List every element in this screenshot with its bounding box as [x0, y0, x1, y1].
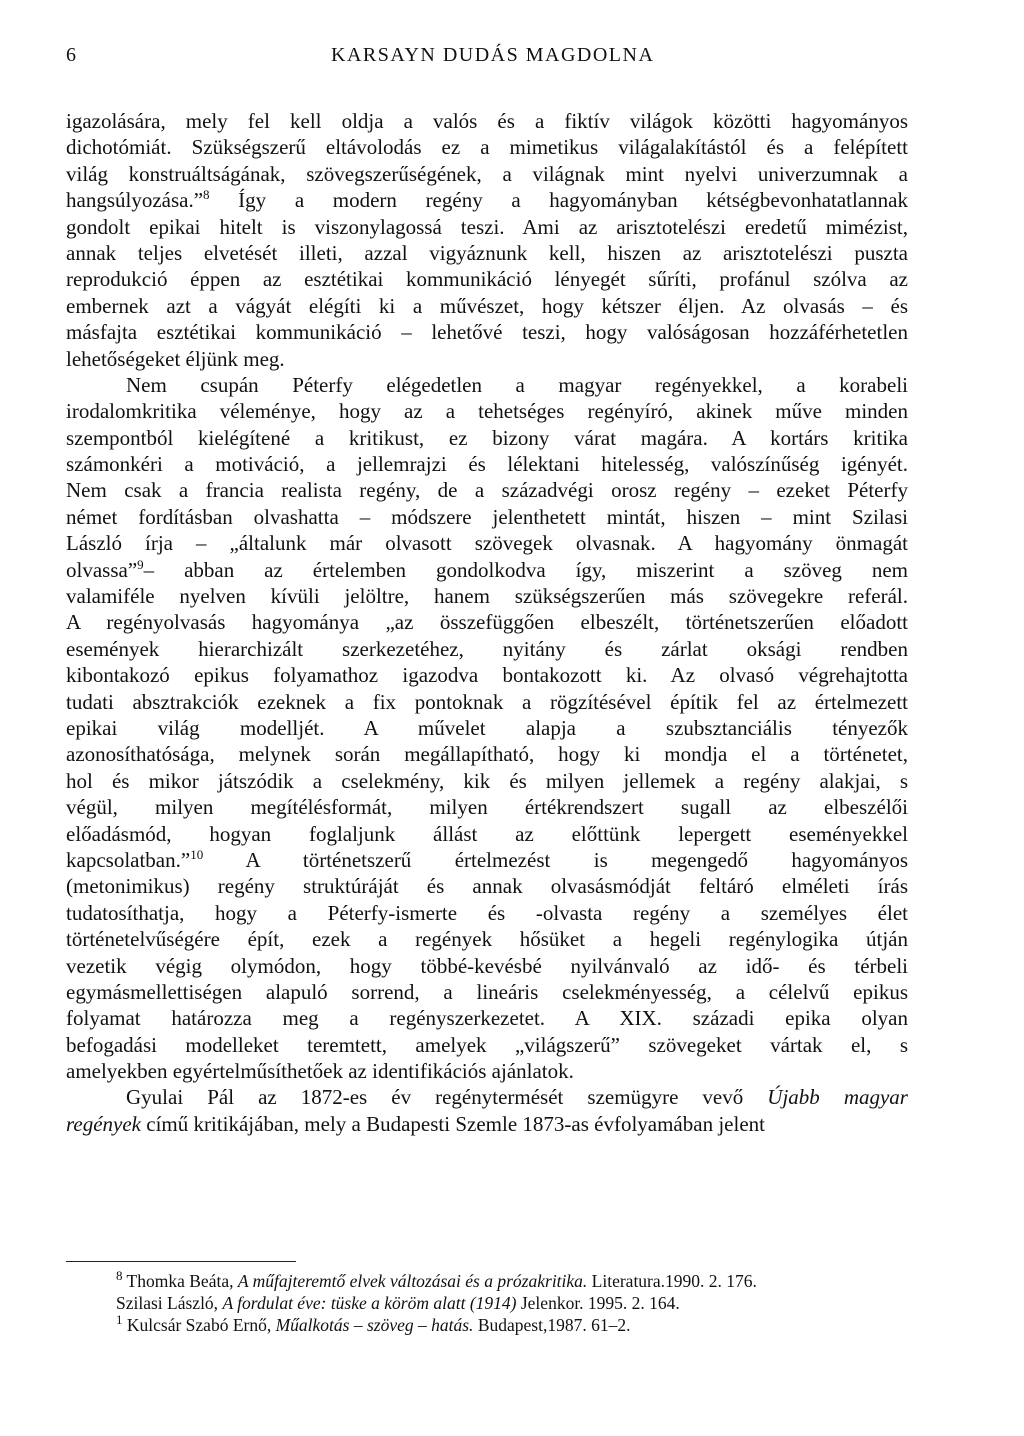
text-line	[66, 979, 908, 1005]
text-run: Gyulai Pál az 1872-es év regénytermését szemügyre vevő	[126, 1085, 768, 1110]
text-run: egymásmellettiségen alapuló sorrend, a lineáris cselekményesség, a célelvű epikus	[66, 979, 908, 1004]
text-line	[66, 900, 908, 926]
text-run: másfajta esztétikai kommunikáció – lehetővé teszi, hogy valóságosan hozzáférhetetlen	[66, 320, 908, 345]
text-line	[66, 372, 908, 398]
text-run: hol és mikor játszódik a cselekmény, kik és milyen jellemek a regény alakjai, s	[66, 768, 908, 793]
text-line	[66, 1005, 908, 1031]
text-line	[66, 926, 908, 952]
text-run: előadásmód, hogyan foglaljunk állást az előttünk lepergett eseményekkel	[66, 821, 908, 846]
text-run: azonosíthatósága, melynek során megállapítható, hogy ki mondja el a történetet,	[66, 742, 908, 767]
text-line	[66, 161, 908, 187]
text-run: Budapest,1987. 61–2.	[473, 1315, 631, 1335]
text-line	[66, 609, 908, 635]
text-run: gondolt epikai hitelt is viszonylagossá teszi. Ami az arisztotelészi eredetű mimézist,	[66, 214, 908, 239]
text-line	[66, 214, 908, 240]
footnote-divider	[66, 1261, 296, 1262]
text-run: vezetik végig olymódon, hogy többé-kevésbé nyilvánvaló az idő- és térbeli	[66, 953, 908, 978]
text-line	[66, 821, 908, 847]
text-run: Nem csupán Péterfy elégedetlen a magyar regényekkel, a korabeli	[126, 372, 908, 397]
text-run: irodalomkritika véleménye, hogy az a tehetséges regényíró, akinek műve minden	[66, 399, 908, 424]
text-run: számonkéri a motiváció, a jellemrajzi és lélektani hitelesség, valószínűség igényét.	[66, 452, 908, 477]
text-run: embernek azt a vágyát elégíti ki a művészet, hogy kétszer éljen. Az olvasás – és	[66, 293, 908, 318]
text-line	[66, 662, 908, 688]
text-run: kapcsolatban.”	[66, 847, 191, 872]
text-line	[66, 953, 908, 979]
text-line	[66, 1084, 908, 1110]
text-run: Literatura.1990. 2. 176.	[587, 1271, 757, 1291]
text-run: lehetőségeket éljünk meg.	[66, 346, 285, 371]
footnotes	[116, 1270, 757, 1336]
footnote-ref: 9	[137, 556, 144, 572]
text-run: Jelenkor. 1995. 2. 164.	[516, 1293, 680, 1313]
text-run: szempontból kielégítené a kritikust, ez bizony várat magára. A kortárs kritika	[66, 425, 908, 450]
text-run: amelyekben egyértelműsíthetőek az identifikációs ajánlatok.	[66, 1059, 574, 1084]
text-line	[66, 451, 908, 477]
text-run: befogadási modelleket teremtett, amelyek „világszerű” szövegeket vártak el, s	[66, 1032, 908, 1057]
text-line	[66, 134, 908, 160]
text-run: olvassa”	[66, 557, 138, 582]
italic-title: A fordulat éve: tüske a köröm alatt (1914)	[222, 1293, 517, 1313]
text-run: – abban az értelemben gondolkodva így, miszerint a szöveg nem	[143, 557, 908, 582]
text-run: reprodukció éppen az esztétikai kommunikáció lényegét sűríti, profánul szólva az	[66, 267, 908, 292]
italic-title: regények	[66, 1111, 141, 1136]
text-line	[66, 636, 908, 662]
text-run: (metonimikus) regény struktúráját és annak olvasásmódját feltáró elméleti írás	[66, 874, 908, 899]
text-run: epikai világ modelljét. A művelet alapja a szubsztanciális tényezők	[66, 715, 908, 740]
text-line	[66, 847, 908, 873]
text-run: dichotómiát. Szükségszerű eltávolodás ez a mimetikus világalakítástól és a felépített	[66, 135, 908, 160]
text-line	[66, 504, 908, 530]
text-line	[66, 583, 908, 609]
text-run: hangsúlyozása.”	[66, 188, 204, 213]
text-run: annak teljes elvetését illeti, azzal vigyáznunk kell, hiszen az arisztotelészi puszta	[66, 240, 908, 265]
running-head: KARSAYN DUDÁS MAGDOLNA	[331, 44, 655, 66]
page-header	[66, 44, 914, 74]
text-run: A történetszerű értelmezést is megengedő hagyományos	[203, 847, 908, 872]
text-line	[66, 477, 908, 503]
footnote	[116, 1270, 757, 1292]
italic-title: Műalkotás – szöveg – hatás.	[275, 1315, 474, 1335]
body-text	[66, 108, 908, 1137]
text-line	[66, 319, 908, 345]
footnote	[116, 1292, 757, 1314]
text-run: tudati absztrakciók ezeknek a fix pontoknak a rögzítésével építik fel az értelmezett	[66, 689, 908, 714]
text-run: események hierarchizált szerkezetéhez, nyitány és zárlat oksági rendben	[66, 636, 908, 661]
footnote-ref: 8	[203, 187, 210, 203]
text-line	[66, 768, 908, 794]
text-line	[66, 715, 908, 741]
text-line	[66, 557, 908, 583]
text-run: A regényolvasás hagyománya „az összefüggően elbeszélt, történetszerűen előadott	[66, 610, 908, 635]
text-run: kibontakozó epikus folyamathoz igazodva bontakozott ki. Az olvasó végrehajtotta	[66, 663, 908, 688]
text-line	[66, 1058, 908, 1084]
text-run: Thomka Beáta,	[122, 1271, 238, 1291]
footnote	[116, 1314, 757, 1336]
text-line	[66, 689, 908, 715]
text-run: Szilasi László,	[116, 1293, 223, 1313]
text-run: Így a modern regény a hagyományban kétségbevonhatatlannak	[209, 188, 908, 213]
text-line	[66, 293, 908, 319]
text-run: László írja – „általunk már olvasott szövegek olvasnak. A hagyomány önmagát	[66, 531, 908, 556]
text-line	[66, 108, 908, 134]
footnote-ref: 1	[116, 1312, 123, 1328]
text-line	[66, 240, 908, 266]
text-line	[66, 530, 908, 556]
text-run: végül, milyen megítélésformát, milyen értékrendszert sugall az elbeszélői	[66, 795, 908, 820]
text-run: Nem csak a francia realista regény, de a századvégi orosz regény – ezeket Péterfy	[66, 478, 908, 503]
text-line	[66, 873, 908, 899]
text-run: folyamat határozza meg a regényszerkezetet. A XIX. századi epika olyan	[66, 1006, 908, 1031]
text-run: német fordításban olvashatta – módszere jelenthetett mintát, hiszen – mint Szilasi	[66, 504, 908, 529]
text-run: igazolására, mely fel kell oldja a valós és a fiktív világok közötti hagyományos	[66, 109, 908, 133]
text-run: valamiféle nyelven kívüli jelöltre, hanem szükségszerűen más szövegekre referál.	[66, 584, 908, 609]
text-line	[66, 266, 908, 292]
text-run: Kulcsár Szabó Ernő,	[122, 1315, 276, 1335]
italic-title: Újabb magyar	[767, 1085, 908, 1110]
footnote-ref: 10	[190, 846, 204, 862]
text-line	[66, 741, 908, 767]
text-run: tudatosíthatja, hogy a Péterfy-ismerte és -olvasta regény a személyes élet	[66, 900, 908, 925]
text-line	[66, 794, 908, 820]
text-line	[66, 425, 908, 451]
page-number: 6	[66, 44, 76, 66]
text-line	[66, 187, 908, 213]
text-line	[66, 1032, 908, 1058]
text-run: című kritikájában, mely a Budapesti Szemle 1873-as évfolyamában jelent	[141, 1111, 765, 1136]
text-run: világ konstruáltságának, szövegszerűségének, a világnak mint nyelvi univerzumnak a	[66, 161, 908, 186]
italic-title: A műfajteremtő elvek változásai és a prózakritika.	[237, 1271, 588, 1291]
text-line	[66, 346, 908, 372]
text-line	[66, 398, 908, 424]
text-run: történetelvűségére épít, ezek a regények hősüket a hegeli regénylogika útján	[66, 927, 908, 952]
footnote-ref: 8	[116, 1268, 123, 1284]
text-line	[66, 1111, 908, 1137]
